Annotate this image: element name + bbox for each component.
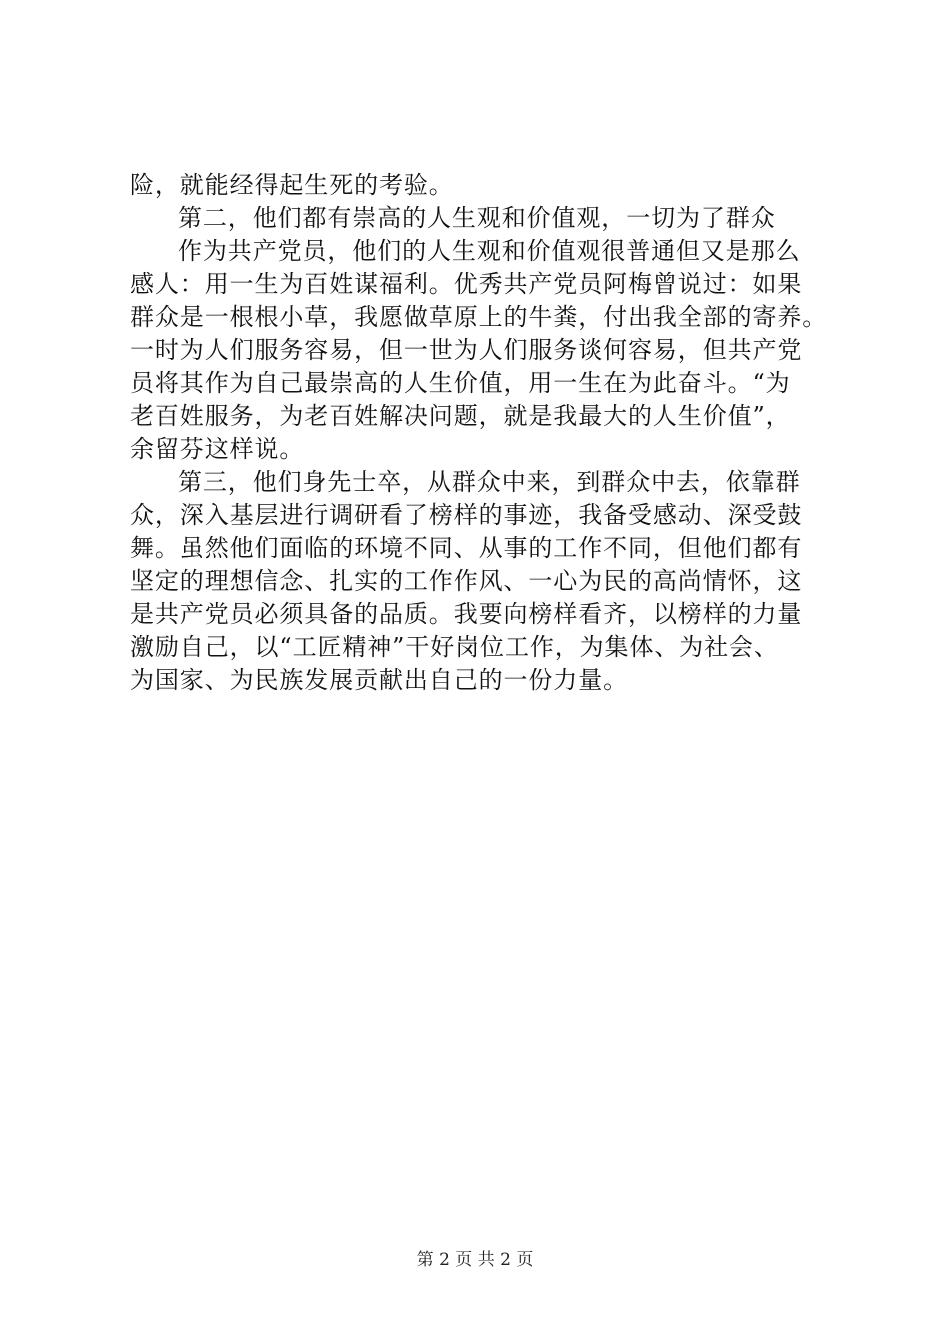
document-body [130, 169, 850, 697]
text-line: 一时为人们服务容易，但一世为人们服务谈何容易，但共产党 [130, 336, 803, 364]
text-line: 群众是一根根小草，我愿做草原上的牛粪，付出我全部的寄养。 [130, 303, 828, 331]
text-line: 是共产党员必须具备的品质。我要向榜样看齐，以榜样的力量 [130, 600, 803, 628]
paragraph-start-line: 第二，他们都有崇高的人生观和价值观，一切为了群众 [178, 204, 776, 232]
text-line: 感人：用一生为百姓谋福利。优秀共产党员阿梅曾说过：如果 [130, 270, 803, 298]
text-line: 员将其作为自己最崇高的人生价值，用一生在为此奋斗。“为 [130, 369, 791, 397]
text-line: 老百姓服务，为老百姓解决问题，就是我最大的人生价值”， [130, 402, 791, 430]
text-line: 余留芬这样说。 [130, 435, 305, 463]
page-footer [0, 1245, 950, 1270]
text-line: 众，深入基层进行调研看了榜样的事迹，我备受感动、深受鼓 [130, 501, 803, 529]
text-line: 坚定的理想信念、扎实的工作作风、一心为民的高尚情怀，这 [130, 567, 803, 595]
paragraph-start-line: 第三，他们身先士卒，从群众中来，到群众中去，依靠群 [178, 468, 801, 496]
paragraph-start-line: 作为共产党员，他们的人生观和价值观很普通但又是那么 [178, 237, 801, 265]
text-line: 激励自己，以“工匠精神”干好岗位工作，为集体、为社会、 [130, 633, 779, 661]
text-line: 为国家、为民族发展贡献出自己的一份力量。 [130, 666, 628, 694]
text-line: 险，就能经得起生死的考验。 [130, 171, 454, 199]
page-number-label: 第 2 页 共 2 页 [416, 1250, 534, 1270]
text-line: 舞。虽然他们面临的环境不同、从事的工作不同，但他们都有 [130, 534, 803, 562]
